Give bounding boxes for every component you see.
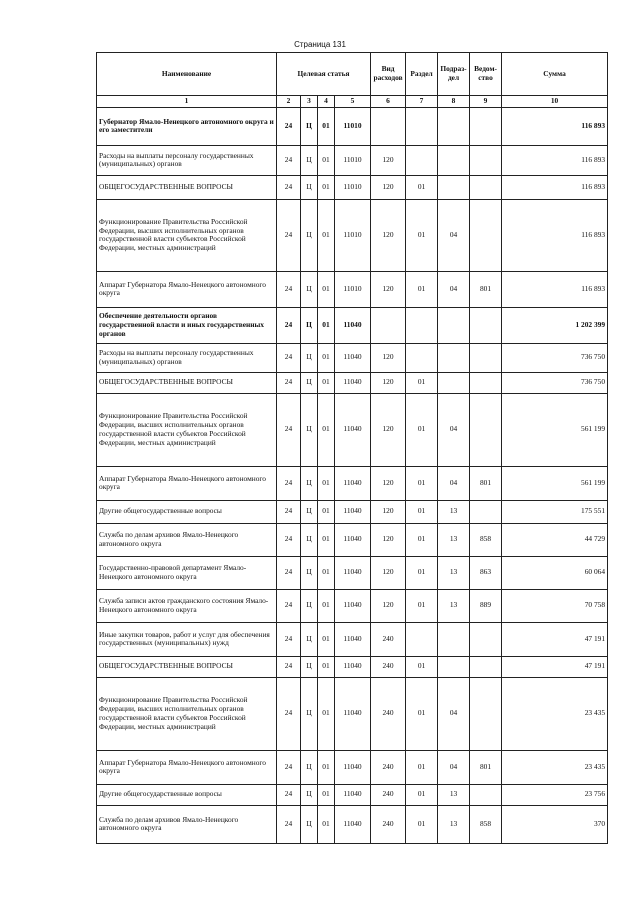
department-cell bbox=[470, 372, 502, 393]
target-article-part-2: Ц bbox=[301, 500, 318, 523]
target-article-part-4: 11040 bbox=[335, 466, 371, 500]
column-number: 5 bbox=[335, 96, 371, 108]
subsection-cell: 13 bbox=[438, 589, 470, 622]
table-row bbox=[97, 750, 608, 784]
row-name: Аппарат Губернатора Ямало-Ненецкого автономного округа bbox=[97, 750, 277, 784]
subsection-cell: 04 bbox=[438, 199, 470, 271]
expense-type-cell: 120 bbox=[371, 523, 406, 556]
target-article-part-1: 24 bbox=[277, 589, 301, 622]
section-cell: 01 bbox=[406, 175, 438, 199]
table-row bbox=[97, 556, 608, 589]
target-article-part-2: Ц bbox=[301, 145, 318, 175]
department-cell bbox=[470, 622, 502, 656]
expense-type-cell: 240 bbox=[371, 656, 406, 677]
target-article-part-4: 11040 bbox=[335, 500, 371, 523]
target-article-part-1: 24 bbox=[277, 175, 301, 199]
header-section: Раздел bbox=[406, 53, 438, 96]
target-article-part-2: Ц bbox=[301, 175, 318, 199]
subsection-cell: 13 bbox=[438, 523, 470, 556]
target-article-part-4: 11040 bbox=[335, 677, 371, 750]
sum-cell: 736 750 bbox=[502, 372, 608, 393]
row-name: Расходы на выплаты персоналу государственных (муниципальных) органов bbox=[97, 145, 277, 175]
table-row bbox=[97, 145, 608, 175]
sum-cell: 116 893 bbox=[502, 271, 608, 307]
sum-cell: 23 435 bbox=[502, 677, 608, 750]
department-cell: 801 bbox=[470, 271, 502, 307]
sum-cell: 116 893 bbox=[502, 145, 608, 175]
row-name: Губернатор Ямало-Ненецкого автономного округа и его заместители bbox=[97, 107, 277, 145]
subsection-cell: 04 bbox=[438, 750, 470, 784]
target-article-part-2: Ц bbox=[301, 784, 318, 805]
target-article-part-3: 01 bbox=[318, 589, 335, 622]
target-article-part-4: 11040 bbox=[335, 622, 371, 656]
target-article-part-2: Ц bbox=[301, 466, 318, 500]
sum-cell: 47 191 bbox=[502, 622, 608, 656]
table-row bbox=[97, 199, 608, 271]
row-name: Другие общегосударственные вопросы bbox=[97, 500, 277, 523]
target-article-part-2: Ц bbox=[301, 271, 318, 307]
target-article-part-3: 01 bbox=[318, 656, 335, 677]
target-article-part-1: 24 bbox=[277, 784, 301, 805]
target-article-part-4: 11040 bbox=[335, 393, 371, 466]
target-article-part-3: 01 bbox=[318, 343, 335, 372]
target-article-part-1: 24 bbox=[277, 107, 301, 145]
column-number: 7 bbox=[406, 96, 438, 108]
expense-type-cell bbox=[371, 307, 406, 343]
sum-cell: 370 bbox=[502, 805, 608, 843]
target-article-part-1: 24 bbox=[277, 343, 301, 372]
sum-cell: 116 893 bbox=[502, 107, 608, 145]
table-row bbox=[97, 343, 608, 372]
target-article-part-1: 24 bbox=[277, 271, 301, 307]
expense-type-cell: 240 bbox=[371, 750, 406, 784]
target-article-part-3: 01 bbox=[318, 677, 335, 750]
expense-type-cell: 120 bbox=[371, 343, 406, 372]
target-article-part-4: 11040 bbox=[335, 372, 371, 393]
sum-cell: 561 199 bbox=[502, 466, 608, 500]
target-article-part-3: 01 bbox=[318, 307, 335, 343]
target-article-part-2: Ц bbox=[301, 556, 318, 589]
department-cell: 858 bbox=[470, 523, 502, 556]
expense-type-cell: 120 bbox=[371, 271, 406, 307]
section-cell: 01 bbox=[406, 500, 438, 523]
column-number: 4 bbox=[318, 96, 335, 108]
row-name: Иные закупки товаров, работ и услуг для обеспечения государственных (муниципальных) нужд bbox=[97, 622, 277, 656]
target-article-part-4: 11040 bbox=[335, 523, 371, 556]
department-cell: 863 bbox=[470, 556, 502, 589]
subsection-cell bbox=[438, 622, 470, 656]
department-cell bbox=[470, 199, 502, 271]
header-subsection: Подраз-дел bbox=[438, 53, 470, 96]
target-article-part-2: Ц bbox=[301, 393, 318, 466]
row-name: Государственно-правовой департамент Ямало-Ненецкого автономного округа bbox=[97, 556, 277, 589]
page-label: Страница 131 bbox=[294, 40, 346, 49]
department-cell: 889 bbox=[470, 589, 502, 622]
target-article-part-1: 24 bbox=[277, 199, 301, 271]
table-row bbox=[97, 372, 608, 393]
expense-type-cell: 120 bbox=[371, 372, 406, 393]
row-name: ОБЩЕГОСУДАРСТВЕННЫЕ ВОПРОСЫ bbox=[97, 372, 277, 393]
target-article-part-1: 24 bbox=[277, 500, 301, 523]
header-target-article: Целевая статья bbox=[277, 53, 371, 96]
subsection-cell: 13 bbox=[438, 556, 470, 589]
target-article-part-3: 01 bbox=[318, 805, 335, 843]
table-row bbox=[97, 307, 608, 343]
target-article-part-3: 01 bbox=[318, 622, 335, 656]
sum-cell: 23 756 bbox=[502, 784, 608, 805]
department-cell: 858 bbox=[470, 805, 502, 843]
expense-type-cell: 240 bbox=[371, 622, 406, 656]
target-article-part-1: 24 bbox=[277, 466, 301, 500]
row-name: Служба по делам архивов Ямало-Ненецкого автономного округа bbox=[97, 805, 277, 843]
header-sum: Сумма bbox=[502, 53, 608, 96]
subsection-cell: 04 bbox=[438, 677, 470, 750]
target-article-part-2: Ц bbox=[301, 677, 318, 750]
target-article-part-3: 01 bbox=[318, 500, 335, 523]
column-number: 10 bbox=[502, 96, 608, 108]
expense-type-cell: 120 bbox=[371, 500, 406, 523]
header-name: Наименование bbox=[97, 53, 277, 96]
section-cell bbox=[406, 343, 438, 372]
target-article-part-2: Ц bbox=[301, 372, 318, 393]
subsection-cell: 04 bbox=[438, 271, 470, 307]
table-row bbox=[97, 175, 608, 199]
target-article-part-1: 24 bbox=[277, 145, 301, 175]
subsection-cell: 04 bbox=[438, 466, 470, 500]
section-cell: 01 bbox=[406, 523, 438, 556]
sum-cell: 47 191 bbox=[502, 656, 608, 677]
row-name: ОБЩЕГОСУДАРСТВЕННЫЕ ВОПРОСЫ bbox=[97, 656, 277, 677]
subsection-cell: 13 bbox=[438, 805, 470, 843]
header-department: Ведом-ство bbox=[470, 53, 502, 96]
target-article-part-3: 01 bbox=[318, 107, 335, 145]
target-article-part-2: Ц bbox=[301, 805, 318, 843]
row-name: Расходы на выплаты персоналу государственных (муниципальных) органов bbox=[97, 343, 277, 372]
section-cell bbox=[406, 107, 438, 145]
target-article-part-1: 24 bbox=[277, 307, 301, 343]
target-article-part-3: 01 bbox=[318, 750, 335, 784]
section-cell: 01 bbox=[406, 271, 438, 307]
target-article-part-2: Ц bbox=[301, 750, 318, 784]
expense-type-cell: 240 bbox=[371, 677, 406, 750]
target-article-part-3: 01 bbox=[318, 556, 335, 589]
table-header-row bbox=[97, 53, 608, 96]
budget-table bbox=[96, 52, 608, 844]
department-cell bbox=[470, 500, 502, 523]
target-article-part-4: 11010 bbox=[335, 145, 371, 175]
row-name: Функционирование Правительства Российской Федерации, высших исполнительных органов государственной власти субъектов Российской Федерации, местных администраций bbox=[97, 677, 277, 750]
subsection-cell: 04 bbox=[438, 393, 470, 466]
row-name: Другие общегосударственные вопросы bbox=[97, 784, 277, 805]
subsection-cell bbox=[438, 656, 470, 677]
table-row bbox=[97, 393, 608, 466]
row-name: Функционирование Правительства Российской Федерации, высших исполнительных органов государственной власти субъектов Российской Федерации, местных администраций bbox=[97, 199, 277, 271]
target-article-part-2: Ц bbox=[301, 656, 318, 677]
target-article-part-3: 01 bbox=[318, 466, 335, 500]
subsection-cell bbox=[438, 343, 470, 372]
table-row bbox=[97, 622, 608, 656]
target-article-part-1: 24 bbox=[277, 677, 301, 750]
row-name: Аппарат Губернатора Ямало-Ненецкого автономного округа bbox=[97, 466, 277, 500]
subsection-cell bbox=[438, 372, 470, 393]
expense-type-cell bbox=[371, 107, 406, 145]
table-body bbox=[97, 107, 608, 843]
target-article-part-3: 01 bbox=[318, 784, 335, 805]
expense-type-cell: 120 bbox=[371, 556, 406, 589]
subsection-cell: 13 bbox=[438, 500, 470, 523]
row-name: Функционирование Правительства Российской Федерации, высших исполнительных органов государственной власти субъектов Российской Федерации, местных администраций bbox=[97, 393, 277, 466]
column-number: 6 bbox=[371, 96, 406, 108]
target-article-part-1: 24 bbox=[277, 622, 301, 656]
department-cell bbox=[470, 307, 502, 343]
column-number: 3 bbox=[301, 96, 318, 108]
department-cell bbox=[470, 677, 502, 750]
expense-type-cell: 120 bbox=[371, 466, 406, 500]
sum-cell: 23 435 bbox=[502, 750, 608, 784]
target-article-part-4: 11010 bbox=[335, 271, 371, 307]
target-article-part-4: 11010 bbox=[335, 107, 371, 145]
target-article-part-4: 11040 bbox=[335, 656, 371, 677]
sum-cell: 116 893 bbox=[502, 175, 608, 199]
target-article-part-1: 24 bbox=[277, 805, 301, 843]
target-article-part-1: 24 bbox=[277, 393, 301, 466]
target-article-part-3: 01 bbox=[318, 393, 335, 466]
table-row bbox=[97, 107, 608, 145]
column-number: 8 bbox=[438, 96, 470, 108]
sum-cell: 60 064 bbox=[502, 556, 608, 589]
target-article-part-2: Ц bbox=[301, 107, 318, 145]
target-article-part-4: 11040 bbox=[335, 307, 371, 343]
sum-cell: 561 199 bbox=[502, 393, 608, 466]
department-cell bbox=[470, 784, 502, 805]
table-row bbox=[97, 656, 608, 677]
subsection-cell bbox=[438, 145, 470, 175]
target-article-part-2: Ц bbox=[301, 523, 318, 556]
section-cell: 01 bbox=[406, 589, 438, 622]
subsection-cell bbox=[438, 107, 470, 145]
department-cell: 801 bbox=[470, 466, 502, 500]
subsection-cell: 13 bbox=[438, 784, 470, 805]
department-cell: 801 bbox=[470, 750, 502, 784]
department-cell bbox=[470, 107, 502, 145]
expense-type-cell: 240 bbox=[371, 784, 406, 805]
table-row bbox=[97, 271, 608, 307]
row-name: ОБЩЕГОСУДАРСТВЕННЫЕ ВОПРОСЫ bbox=[97, 175, 277, 199]
target-article-part-3: 01 bbox=[318, 199, 335, 271]
table-row bbox=[97, 805, 608, 843]
section-cell: 01 bbox=[406, 784, 438, 805]
target-article-part-2: Ц bbox=[301, 622, 318, 656]
sum-cell: 736 750 bbox=[502, 343, 608, 372]
section-cell: 01 bbox=[406, 199, 438, 271]
subsection-cell bbox=[438, 175, 470, 199]
target-article-part-1: 24 bbox=[277, 372, 301, 393]
target-article-part-4: 11040 bbox=[335, 805, 371, 843]
section-cell bbox=[406, 145, 438, 175]
row-name: Обеспечение деятельности органов государственной власти и иных государственных органов bbox=[97, 307, 277, 343]
target-article-part-1: 24 bbox=[277, 556, 301, 589]
table-row bbox=[97, 500, 608, 523]
sum-cell: 116 893 bbox=[502, 199, 608, 271]
target-article-part-2: Ц bbox=[301, 199, 318, 271]
section-cell: 01 bbox=[406, 805, 438, 843]
department-cell bbox=[470, 393, 502, 466]
row-name: Аппарат Губернатора Ямало-Ненецкого автономного округа bbox=[97, 271, 277, 307]
department-cell bbox=[470, 145, 502, 175]
target-article-part-3: 01 bbox=[318, 372, 335, 393]
target-article-part-2: Ц bbox=[301, 307, 318, 343]
expense-type-cell: 120 bbox=[371, 145, 406, 175]
target-article-part-4: 11040 bbox=[335, 784, 371, 805]
expense-type-cell: 120 bbox=[371, 175, 406, 199]
column-number: 9 bbox=[470, 96, 502, 108]
expense-type-cell: 240 bbox=[371, 805, 406, 843]
column-number: 1 bbox=[97, 96, 277, 108]
sum-cell: 1 202 399 bbox=[502, 307, 608, 343]
sum-cell: 175 551 bbox=[502, 500, 608, 523]
section-cell: 01 bbox=[406, 393, 438, 466]
section-cell bbox=[406, 622, 438, 656]
section-cell: 01 bbox=[406, 466, 438, 500]
target-article-part-4: 11010 bbox=[335, 199, 371, 271]
target-article-part-3: 01 bbox=[318, 271, 335, 307]
target-article-part-2: Ц bbox=[301, 589, 318, 622]
target-article-part-2: Ц bbox=[301, 343, 318, 372]
expense-type-cell: 120 bbox=[371, 393, 406, 466]
target-article-part-1: 24 bbox=[277, 656, 301, 677]
target-article-part-4: 11040 bbox=[335, 750, 371, 784]
table-row bbox=[97, 523, 608, 556]
target-article-part-4: 11040 bbox=[335, 589, 371, 622]
target-article-part-4: 11040 bbox=[335, 343, 371, 372]
section-cell: 01 bbox=[406, 656, 438, 677]
target-article-part-4: 11040 bbox=[335, 556, 371, 589]
section-cell: 01 bbox=[406, 372, 438, 393]
department-cell bbox=[470, 175, 502, 199]
column-number-row bbox=[97, 96, 608, 108]
section-cell: 01 bbox=[406, 677, 438, 750]
target-article-part-4: 11010 bbox=[335, 175, 371, 199]
department-cell bbox=[470, 343, 502, 372]
column-number: 2 bbox=[277, 96, 301, 108]
expense-type-cell: 120 bbox=[371, 199, 406, 271]
target-article-part-3: 01 bbox=[318, 145, 335, 175]
table-row bbox=[97, 677, 608, 750]
subsection-cell bbox=[438, 307, 470, 343]
sum-cell: 44 729 bbox=[502, 523, 608, 556]
department-cell bbox=[470, 656, 502, 677]
row-name: Служба записи актов гражданского состояния Ямало-Ненецкого автономного округа bbox=[97, 589, 277, 622]
table-row bbox=[97, 589, 608, 622]
row-name: Служба по делам архивов Ямало-Ненецкого автономного округа bbox=[97, 523, 277, 556]
target-article-part-1: 24 bbox=[277, 523, 301, 556]
target-article-part-3: 01 bbox=[318, 523, 335, 556]
sum-cell: 70 758 bbox=[502, 589, 608, 622]
target-article-part-1: 24 bbox=[277, 750, 301, 784]
table-row bbox=[97, 784, 608, 805]
header-expense-type: Вид расходов bbox=[371, 53, 406, 96]
table-row bbox=[97, 466, 608, 500]
target-article-part-3: 01 bbox=[318, 175, 335, 199]
section-cell: 01 bbox=[406, 750, 438, 784]
section-cell bbox=[406, 307, 438, 343]
section-cell: 01 bbox=[406, 556, 438, 589]
expense-type-cell: 120 bbox=[371, 589, 406, 622]
